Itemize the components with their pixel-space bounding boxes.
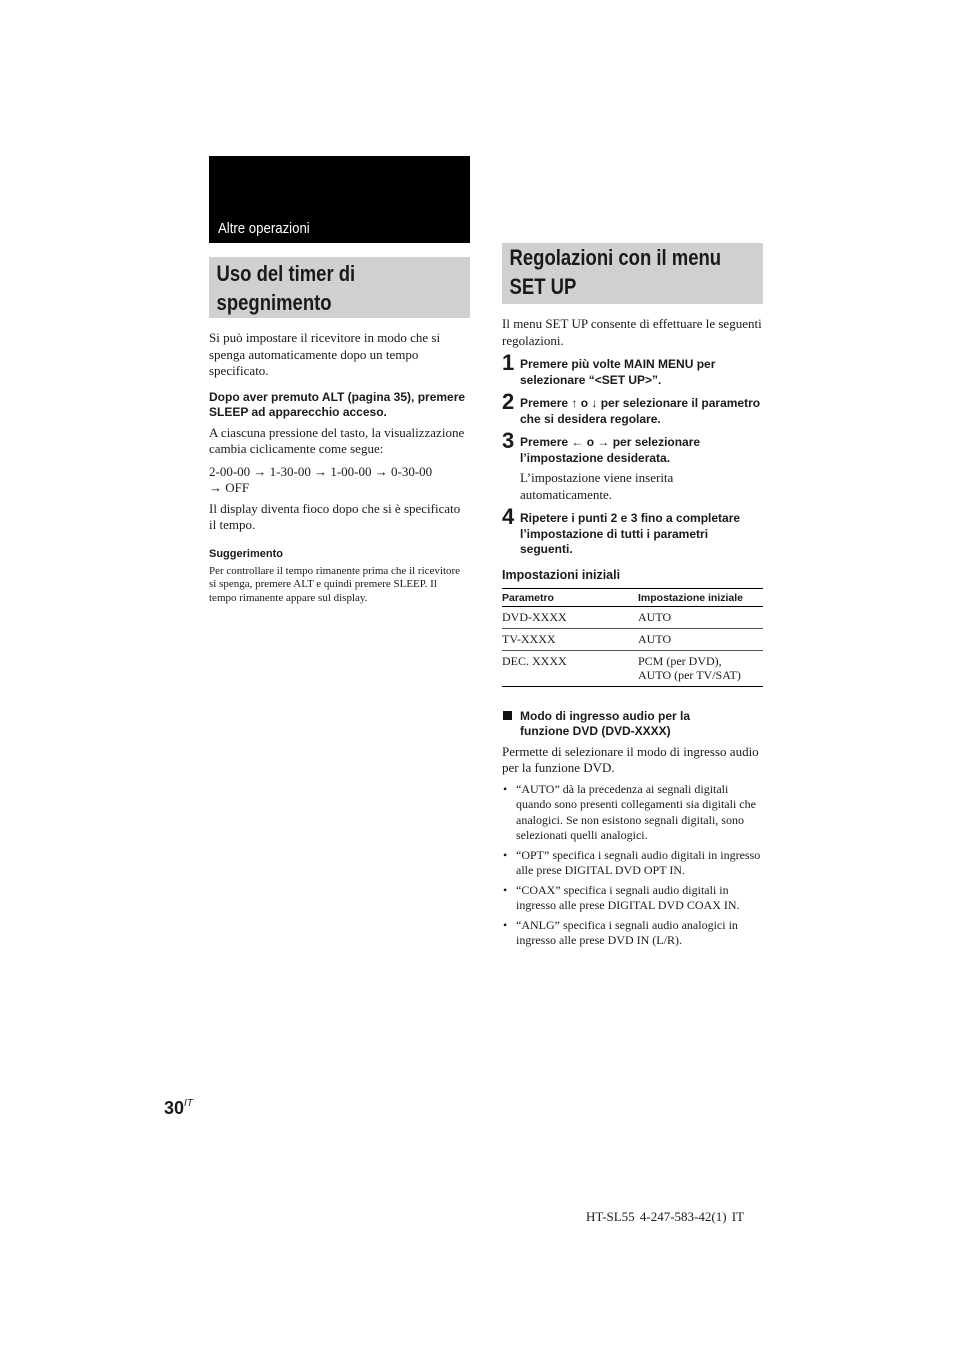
table-header-row — [502, 588, 763, 606]
table-title: Impostazioni iniziali — [502, 567, 621, 582]
timer-sequence: 2-00-00 → 1-30-00 → 1-00-00 → 0-30-00 → OFF — [209, 463, 433, 495]
dvd-input-mode-subhead: Modo di ingresso audio per la funzione DVD (DVD-XXXX) — [502, 709, 763, 740]
step-3-note: L’impostazione viene inserita automaticamente. — [520, 470, 674, 502]
tip-title: Suggerimento — [209, 547, 283, 560]
timer-dim-text: Il display diventa fioco dopo che si è specificato il tempo. — [209, 500, 461, 532]
table-row — [502, 606, 763, 628]
document-footer: HT-SL55 4-247-583-42(1) IT — [586, 1209, 745, 1224]
step-3 — [502, 428, 763, 466]
step-text: Premere ← o → per selezionare l’impostazione desiderata. — [520, 435, 701, 465]
timer-instruction: Dopo aver premuto ALT (pagina 35), premere SLEEP ad apparecchio acceso. — [209, 389, 466, 419]
step-text: Ripetere i punti 2 e 3 fino a completare l’impostazione di tutti i parametri seguenti. — [520, 511, 741, 556]
table-cell: AUTO — [638, 606, 763, 628]
table-cell: PCM (per DVD), AUTO (per TV/SAT) — [638, 650, 763, 686]
dvd-input-mode-intro: Permette di selezionare il modo di ingresso audio per la funzione DVD. — [502, 743, 759, 775]
step-text: Premere ↑ o ↓ per selezionare il parametro che si desidera regolare. — [520, 396, 761, 426]
table-cell: DVD-XXXX — [502, 606, 638, 628]
table-header-cell: Parametro — [502, 588, 638, 606]
timer-cycle-text: A ciascuna pressione del tasto, la visualizzazione cambia ciclicamente come segue: — [209, 424, 465, 456]
table-row — [502, 628, 763, 650]
list-item: • “AUTO” dà la precedenza ai segnali digitali quando sono presenti collegamenti sia digitali che analogici. Se non esistono segnali digitali, sono selezionati quelli analogici. — [503, 781, 756, 842]
timer-intro: Si può impostare il ricevitore in modo che si spenga automaticamente dopo un tempo specificato. — [209, 330, 441, 378]
list-item: • “ANLG” specifica i segnali audio analogici in ingresso alle prese DVD IN (L/R). — [503, 917, 738, 947]
page-language-suffix: IT — [184, 1098, 193, 1109]
step-text: Premere più volte MAIN MENU per selezionare “<SET UP>”. — [520, 357, 716, 387]
section-tab — [209, 156, 470, 243]
bullet-icon: • — [503, 917, 508, 932]
step-number: 2 — [502, 389, 515, 414]
sleep-timer-title: Uso del timer di spegnimento — [216, 261, 356, 315]
table-row — [502, 650, 763, 686]
bullet-icon: • — [503, 781, 508, 796]
step-number: 3 — [502, 428, 515, 453]
step-number: 1 — [502, 350, 515, 375]
list-item: • “COAX” specifica i segnali audio digitali in ingresso alle prese DIGITAL DVD COAX IN. — [503, 882, 740, 912]
bullet-icon: • — [503, 882, 508, 897]
table-cell: AUTO — [638, 628, 763, 650]
table-cell: DEC. XXXX — [502, 650, 638, 686]
list-item: • “OPT” specifica i segnali audio digitali in ingresso alle prese DIGITAL DVD OPT IN. — [503, 847, 761, 877]
left-column — [209, 330, 467, 605]
page-number: $30^{IT}$ — [164, 1098, 193, 1118]
setup-menu-header — [502, 243, 763, 304]
table-header-cell: Impostazione iniziale — [638, 588, 763, 606]
setup-intro: Il menu SET UP consente di effettuare le seguenti regolazioni. — [502, 316, 762, 348]
section-tab-label: Altre operazioni — [218, 220, 310, 237]
sleep-timer-header — [209, 257, 470, 318]
initial-settings-table — [502, 588, 763, 687]
square-bullet-icon — [503, 711, 512, 720]
bullet-icon: • — [503, 847, 508, 862]
step-2 — [502, 389, 763, 427]
step-number: 4 — [502, 504, 515, 529]
tip-text: Per controllare il tempo rimanente prima che il ricevitore si spenga, premere ALT e quindi premere SLEEP. Il tempo rimanente appare sul display. — [209, 564, 461, 604]
right-column — [502, 316, 763, 953]
setup-menu-title: Regolazioni con il menu SET UP — [509, 245, 722, 299]
table-cell: TV-XXXX — [502, 628, 638, 650]
step-4 — [502, 504, 763, 558]
step-1 — [502, 350, 763, 388]
input-mode-list — [502, 782, 763, 949]
